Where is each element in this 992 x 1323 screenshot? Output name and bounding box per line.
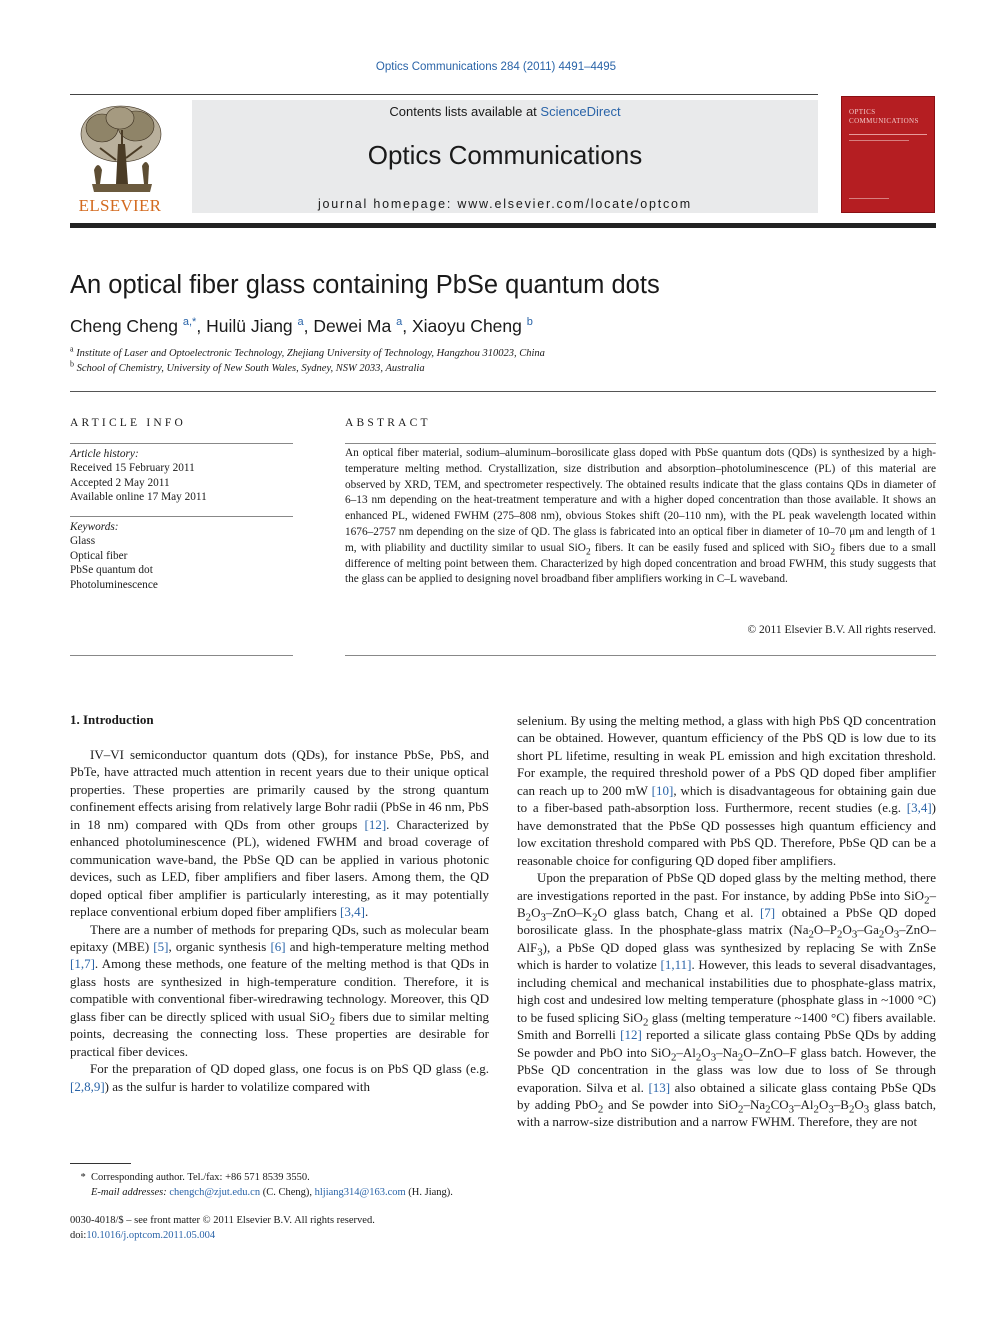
abstract-heading: ABSTRACT [345,417,431,429]
corresponding-author-note: * Corresponding author. Tel./fax: +86 571 8539 3550. [70,1172,310,1183]
divider [345,443,936,444]
divider [70,516,293,517]
history-label: Article history: [70,448,139,460]
right-column [517,712,936,1131]
divider [345,655,936,656]
copyright: © 2011 Elsevier B.V. All rights reserved. [747,624,936,636]
citation-link[interactable]: [6] [270,938,286,954]
elsevier-wordmark: ELSEVIER [78,196,162,215]
journal-citation[interactable]: Optics Communications 284 (2011) 4491–4495 [375,61,617,73]
abstract-text: An optical fiber material, sodium–aluminum–borosilicate glass doped with PbSe quantum dots (QDs) is synthesized by a high-temperature melting method. Crystallization, size distribution and absorption–photoluminescence (PL) of this material are observed by XRD, TEM, and spectrometer respectively. The obtained results indicate that the glass contains QDs in diameter of 6–13 nm depending on the heat-treatment temperature and with a higher doped concentration than those available. It shows an enhanced PL, widened FWHM (275–808 nm), obvious Stokes shift (20–110 nm), with the PL peak wavelength located within 1676–2757 nm depending on the size of QD. The glass is fabricated into an optical fiber in diameter of 10–70 μm and length of 1 m, with pliability and ductility similar to usual SiO$_2$ fibers. It can be easily fused and spliced with SiO$_2$ fibers due to a small difference of melting point between them. Characterized by high doped concentration and broad FWHM, this study suggests that the glass can be applied to designing novel broadband fiber amplifiers working in C–L waveband. [345,447,936,586]
paragraph: selenium. By using the melting method, a glass with high PbS QD concentration can be obtained. However, quantum efficiency of the PbS QD is low due to its short PL lifetime, resulting in weak PL emission and high excitation threshold. For example, the required threshold power of a PbS QD doped fiber amplifier can reach up to 200 mW [10], which is disadvantageous for obtaining gain due to a fiber-based path-absorption loss. Furthermore, recent studies (e.g. [3,4]) have demonstrated that the PbSe QD possesses high quantum efficiency and low excitation threshold compared with PbS QD. Therefore, PbSe QD can be a reasonable choice for configuring QD doped fiber amplifiers. [517,713,936,868]
author-affil-marker[interactable]: a [396,316,403,329]
cover-rule [849,140,909,141]
cover-rule [849,198,889,199]
paragraph: Upon the preparation of PbSe QD doped glass by the melting method, there are investigations reported in the past. For instance, by adding PbSe into $SiO_2-B_2O_3-ZnO-K_2O$ glass batch, Chang et al. [7] obtained a PbSe QD doped borosilicate glass. In the phosphate-glass matrix $(Na_2O-P_2O_3-Ga_2O_3-ZnO-AlF_3)$, a PbSe QD doped glass was synthesized by replacing Se with ZnSe which is harder to volatize [1,11]. However, this leads to several disadvantages, including chemical and mechanical instabilities due to phosphate-glass matrix, high cost and undesired low melting temperature (phosphate glass in ~1000 °C) to be fused splicing SiO$_2$ glass (melting temperature ~1400 °C) fibers available. Smith and Borrelli [12] reported a silicate glass containg PbSe QDs by adding Se powder and PbO into $SiO_2-Al_2O_3-Na_2O-ZnO-F$ glass batch. However, the PbSe QD concentration in the glass was low due to loss of Se through evaporation. Silva et al. [13] also obtained a silicate glass containg PbSe QDs by adding PbO$_2$ and Se powder into $SiO_2-Na_2CO_3-Al_2O_3-B_2O_3$ glass batch, with a narrow-size distribution and a narrow FWHM. Therefore, they are not [517,870,937,1130]
journal-homepage[interactable]: journal homepage: www.elsevier.com/locate/optcom [317,197,693,211]
affiliation [70,344,545,359]
email-link[interactable]: chengch@zjut.edu.cn [169,1187,261,1198]
author-list: Cheng Cheng $^{a,*}$, Huilü Jiang $^a$, Dewei Ma $^a$, Xiaoyu Cheng $^b$ [70,316,533,336]
keywords [70,520,158,592]
article-title: An optical fiber glass containing PbSe quantum dots [70,271,660,299]
contents-prefix: Contents lists available at [389,104,541,119]
divider [70,655,293,656]
citation-link[interactable]: [3,4] [340,904,365,920]
paragraph: For the preparation of QD doped glass, one focus is on PbS QD glass (e.g. [2,8,9]) as the sulfur is harder to volatilize compared with [70,1061,489,1094]
affil-text: Institute of Laser and Optoelectronic Technology, Zhejiang University of Technology, Hangzhou 310023, China [76,348,545,359]
header-rule [70,94,818,95]
citation-link[interactable]: [5] [153,938,169,954]
citation-link[interactable]: [12] [620,1027,642,1043]
affiliation [70,359,425,374]
paragraph: IV–VI semiconductor quantum dots (QDs), for instance PbSe, PbS, and PbTe, have attracted much attention in recent years due to their unique optical properties. These properties are primarily caused by the strong quantum confinement effects arising from relatively large Bohr radii (PbSe in 46 nm, PbS in 18 nm) compared with QDs from other groups [12]. Characterized by enhanced photoluminescence (PL), widened FWHM and broad coverage of communication wave-band, the PbSe QD can be applied in various photonic devices, such as LED, fiber amplifiers and fiber lasers. Among them, the QD doped optical fiber amplifier is particularly interesting, as it may potentially replace conventional erbium doped fiber amplifiers [3,4]. [70,747,489,920]
keyword: Glass [70,535,96,548]
footnote-rule [70,1163,131,1164]
email-note: E-mail addresses: chengch@zjut.edu.cn (C. Cheng), hljiang314@163.com (H. Jiang). [91,1187,453,1198]
paragraph: There are a number of methods for preparing QDs, such as molecular beam epitaxy (MBE) [5], organic synthesis [6] and high-temperature melting method [1,7]. Among these methods, one feature of the melting method is that QDs in glass hosts are synthesized in high-temperature condition. Therefore, it is compatible with conventional fiber-wiredrawing technology. Moreover, this QD glass fiber can be directly spliced with usual SiO$_2$ fibers due to similar melting points, decreasing the connecting loss. These properties are desirable for practical fiber devices. [70,921,490,1059]
doi-link[interactable]: 10.1016/j.optcom.2011.05.004 [86,1230,216,1241]
citation-link[interactable]: [1,7] [70,956,95,972]
citation-link[interactable]: [10] [651,782,674,798]
citation-link[interactable]: [12] [364,816,387,832]
keyword: Optical fiber [70,549,128,562]
cover-title: OPTICS COMMUNICATIONS [849,108,919,125]
journal-name: Optics Communications [367,140,643,170]
author-name: Cheng Cheng [70,316,178,336]
citation-link[interactable]: [1,11] [660,957,692,973]
history-accepted: Accepted 2 May 2011 [70,476,170,489]
affil-text: School of Chemistry, University of New South Wales, Sydney, NSW 2033, Australia [76,363,425,374]
author-name: Huilü Jiang [206,316,293,336]
article-info-heading: ARTICLE INFO [70,417,186,429]
left-column [70,746,489,1095]
citation-link[interactable]: [3,4] [906,800,932,816]
author-name: Xiaoyu Cheng [411,316,522,336]
history-online: Available online 17 May 2011 [70,491,207,504]
header-thick-rule [70,223,936,228]
contents-available [192,104,818,119]
author-affil-marker[interactable]: a [297,316,304,329]
sciencedirect-link[interactable]: ScienceDirect [540,104,621,119]
doi-line: doi:10.1016/j.optcom.2011.05.004 [70,1230,216,1241]
divider [70,443,293,444]
citation-link[interactable]: [7] [759,904,776,920]
citation-link[interactable]: [2,8,9] [70,1078,105,1094]
affil-marker: a [70,344,74,354]
keyword: Photoluminescence [70,578,158,591]
author-affil-marker[interactable]: b [526,316,533,329]
keyword: PbSe quantum dot [70,564,153,577]
author-affil-marker[interactable]: a,* [182,316,197,329]
affil-marker: b [70,359,74,369]
article-history [70,447,207,505]
author-name: Dewei Ma [313,316,392,336]
cover-rule [849,134,927,135]
issn-line: 0030-4018/$ – see front matter © 2011 Elsevier B.V. All rights reserved. [70,1215,375,1226]
email-link[interactable]: hljiang314@163.com [314,1187,406,1198]
history-received: Received 15 February 2011 [70,462,195,475]
elsevier-tree-logo [72,100,170,196]
section-heading: 1. Introduction [70,712,154,727]
divider [70,391,936,392]
citation-link[interactable]: [13] [648,1079,671,1095]
keywords-label: Keywords: [70,521,119,533]
